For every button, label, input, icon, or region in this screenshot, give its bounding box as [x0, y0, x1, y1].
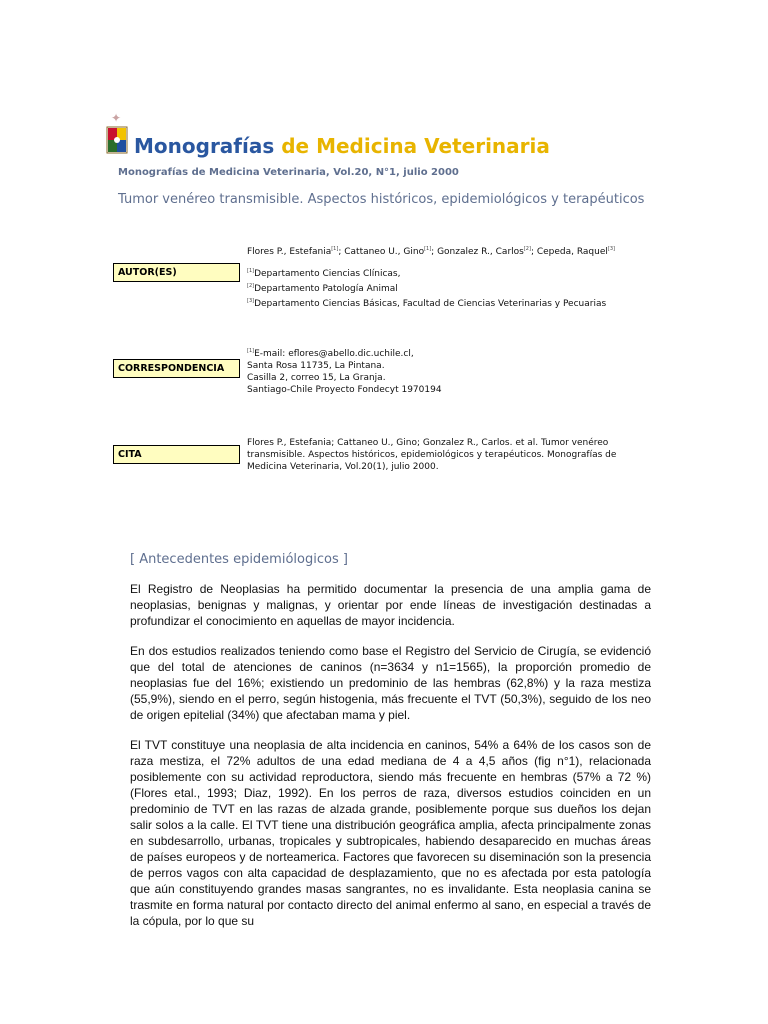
author-list [247, 243, 615, 258]
authors-label: AUTOR(ES) [113, 263, 240, 282]
affiliation-ref: [1] [247, 268, 255, 274]
correspondence-line: Casilla 2, correo 15, La Granja. [247, 373, 386, 383]
author-ref[interactable]: [1] [424, 246, 432, 252]
correspondence-block [247, 345, 442, 396]
author-sep: ; [431, 247, 438, 257]
paragraph: En dos estudios realizados teniendo como base el Registro del Servicio de Cirugía, se evidenció que del total de atenciones de caninos (n=3634 y n1=1565), la proporción promedio de neoplasias fue del 16%; existiendo un predominio de las hembras (62,8%) y la raza mestiza (55,9%), siendo en el perro, según histogenia, más frecuente el TVT (50,3%), seguido de los neo de origen epitelial (34%) que afectaban mama y piel. [130, 644, 651, 722]
affiliation-ref: [2] [247, 283, 255, 289]
author-ref[interactable]: [2] [523, 246, 531, 252]
author-name: Cepeda, Raquel [536, 247, 608, 257]
correspondence-line: Santa Rosa 11735, La Pintana. [247, 361, 385, 371]
issue-line: Monografías de Medicina Veterinaria, Vol.20, N°1, julio 2000 [118, 167, 459, 178]
affiliation-item [247, 280, 606, 295]
affiliation-item [247, 295, 606, 310]
author-name: Gonzalez R., Carlos [437, 247, 524, 257]
author-sep: ; [338, 247, 345, 257]
affiliation-text: Departamento Ciencias Básicas, Facultad de Ciencias Veterinarias y Pecuarias [254, 299, 607, 309]
correspondence-line: E-mail: eflores@abello.dic.uchile.cl, [254, 349, 414, 359]
author-ref[interactable]: [3] [607, 246, 615, 252]
paragraph: El TVT constituye una neoplasia de alta incidencia en caninos, 54% a 64% de los casos son de raza mestiza, el 72% adultos de una edad mediana de 4 a 4,5 años (fig n°1), relacionada posiblemente con su actividad reproductora, siendo más frecuente en hembras (57% a 72 %) (Flores etal., 1993; Diaz, 1992). En los perros de raza, diversos estudios coinciden en un predominio de TVT en las razas de alzada grande, posiblemente porque sus dueños los dejan salir solos a la calle. El TVT tiene una distribución geográfica amplia, afecta principalmente zonas en subdesarrollo, urbanas, tropicales y subtropicales, habiendo desaparecido en muchas áreas de países europeos y de norteamerica. Factores que favorecen su diseminación son la presencia de perros vagos con alta capacidad de desplazamiento, que no es afectada por esta patología que aún constituyendo grandes masas sangrantes, no es invalidante. Esta neoplasia canina se trasmite en forma natural por contacto directo del animal enfermo al sano, en especial a través de la cópula, por lo que su [130, 738, 651, 928]
author-ref[interactable]: [1] [331, 246, 339, 252]
author-name: Flores P., Estefania [247, 247, 332, 257]
author-name: Cattaneo U., Gino [344, 247, 425, 257]
university-shield-icon [106, 126, 128, 154]
affiliation-list [247, 265, 606, 310]
site-title[interactable] [134, 134, 550, 158]
correspondence-line: Santiago-Chile Proyecto Fondecyt 1970194 [247, 385, 442, 395]
correspondence-label: CORRESPONDENCIA [113, 359, 240, 378]
site-title-part2: de Medicina Veterinaria [281, 134, 550, 158]
correspondence-email[interactable] [247, 345, 442, 360]
affiliation-text: Departamento Patología Animal [254, 284, 398, 294]
author-sep: ; [530, 247, 537, 257]
correspondence-ref: [1] [247, 348, 255, 354]
section-heading: [ Antecedentes epidemiólogicos ] [130, 552, 348, 567]
article-title: Tumor venéreo transmisible. Aspectos históricos, epidemiológicos y terapéuticos [118, 192, 645, 207]
affiliation-item [247, 265, 606, 280]
star-icon: ✦ [111, 111, 122, 125]
citation-text: Flores P., Estefania; Cattaneo U., Gino; Gonzalez R., Carlos. et al. Tumor venéreo transmisible. Aspectos históricos, epidemiológicos y terapéuticos. Monografías de Medicina Veterinaria, Vol.20(1), julio 2000. [247, 438, 617, 472]
paragraph: El Registro de Neoplasias ha permitido documentar la presencia de una amplia gama de neoplasias, benignas y malignas, y orientar por ende líneas de investigación destinadas a profundizar el conocimiento en aquellas de mayor incidencia. [130, 582, 651, 628]
site-title-part1: Monografías [134, 134, 275, 158]
affiliation-ref: [3] [247, 298, 255, 304]
affiliation-text: Departamento Ciencias Clínicas, [254, 269, 401, 279]
citation-label: CITA [113, 445, 240, 464]
